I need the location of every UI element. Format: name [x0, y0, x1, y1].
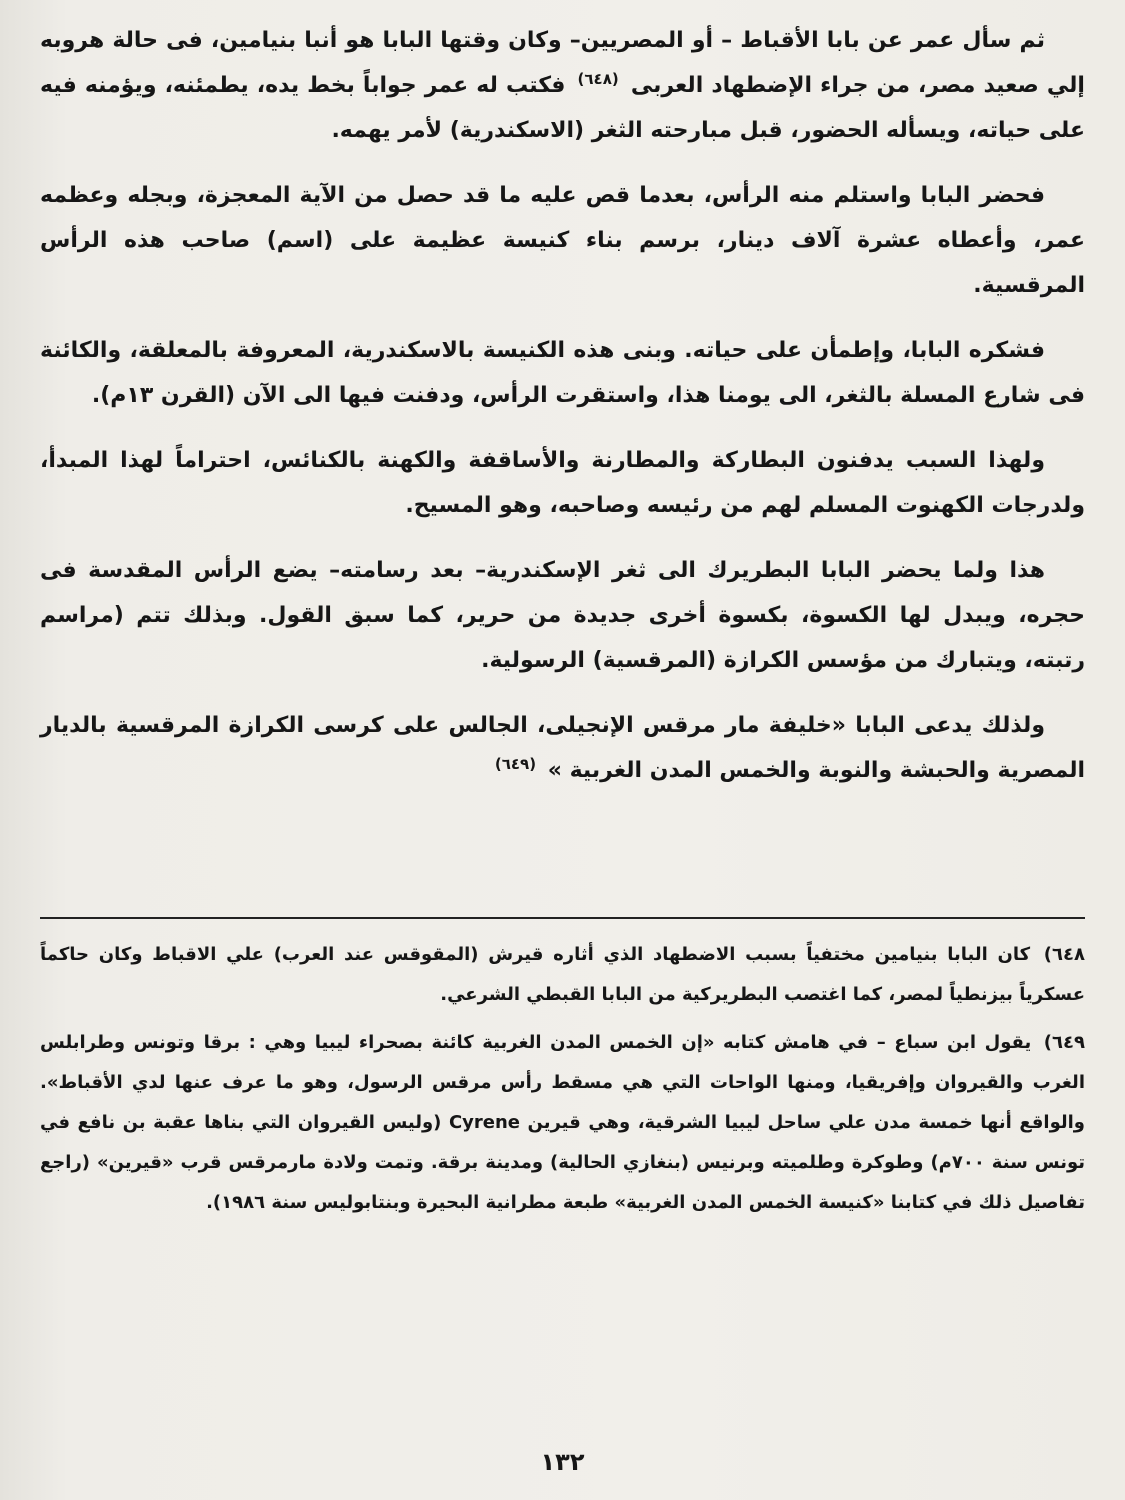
footnote-number: ٦٤٩): [1043, 1032, 1085, 1053]
footnote-divider: [40, 917, 1085, 919]
footnote-number: ٦٤٨): [1043, 944, 1085, 965]
page-number: ١٣٢: [540, 1448, 585, 1476]
main-text: [40, 18, 1085, 813]
paragraph-1: ثم سأل عمر عن بابا الأقباط – أو المصريين– وكان وقتها البابا هو أنبا بنيامين، فى حالة هروبه إلي صعيد مصر، من جراء الإضطهاد العربى $^{(٦٤٨)}$ فكتب له عمر جواباً بخط يده، يطمئنه، ويؤمنه فيه على حياته، ويسأله الحضور، قبل مبارحته الثغر (الاسكندرية) لأمر يهمه.: [40, 28, 1085, 143]
footnote-648: [40, 935, 1085, 1015]
footnote-text: يقول ابن سباع – في هامش كتابه «إن الخمس المدن الغربية كائنة بصحراء ليبيا وهي : برقا وتونس وطرابلس الغرب والقيروان وإفريقيا، ومنها الواحات التي هي مسقط رأس مرقس الرسول، وهو ما عرف عنها لدي الأقباط». والواقع أنها خمسة مدن علي ساحل ليبيا الشرقية، وهي قيرين Cyrene (وليس القيروان التي بناها عقبة بن نافع في تونس سنة ٧٠٠م) وطوكرة وطلميته وبرنيس (بنغازي الحالية) ومدينة برقة. وتمت ولادة مارمرقس قرب «قيرين» (راجع تفاصيل ذلك في كتابنا «كنيسة الخمس المدن الغربية» طبعة مطرانية البحيرة وبنتابوليس سنة ١٩٨٦).: [40, 1032, 1085, 1213]
footnote-649: [40, 1023, 1085, 1223]
paragraph-5: هذا ولما يحضر البابا البطريرك الى ثغر الإسكندرية– بعد رسامته– يضع الرأس المقدسة فى حجره، ويبدل لها الكسوة، بكسوة أخرى جديدة من حرير، كما سبق القول. وبذلك تتم (مراسم رتبته، ويتبارك من مؤسس الكرازة (المرقسية) الرسولية.: [40, 558, 1085, 673]
footnote-text: كان البابا بنيامين مختفياً بسبب الاضطهاد الذي أثاره قيرش (المقوقس عند العرب) علي الاقباط وكان حاكماً عسكرياً بيزنطياً لمصر، كما اغتصب البطريركية من البابا القبطي الشرعي.: [40, 944, 1085, 1005]
footnote-ref-648[interactable]: (٦٤٨): [577, 69, 619, 88]
footnotes: [40, 935, 1085, 1231]
paragraph-6: ولذلك يدعى البابا «خليفة مار مرقس الإنجيلى، الجالس على كرسى الكرازة المرقسية بالديار المصرية والحبشة والنوبة والخمس المدن الغربية » $^{(٦٤٩)}$: [40, 713, 1085, 783]
footnote-ref-649[interactable]: (٦٤٩): [494, 754, 537, 773]
paragraph-2: فحضر البابا واستلم منه الرأس، بعدما قص عليه ما قد حصل من الآية المعجزة، وبجله وعظمه عمر، وأعطاه عشرة آلاف دينار، برسم بناء كنيسة عظيمة على (اسم) صاحب هذه الرأس المرقسية.: [40, 183, 1085, 298]
paragraph-4: ولهذا السبب يدفنون البطاركة والمطارنة والأساقفة والكهنة بالكنائس، احتراماً لهذا المبدأ، ولدرجات الكهنوت المسلم لهم من رئيسه وصاحبه، وهو المسيح.: [40, 448, 1085, 518]
paragraph-3: فشكره البابا، وإطمأن على حياته. وبنى هذه الكنيسة بالاسكندرية، المعروفة بالمعلقة، والكائنة فى شارع المسلة بالثغر، الى يومنا هذا، واستقرت الرأس، ودفنت فيها الى الآن (القرن ١٣م).: [40, 338, 1085, 408]
